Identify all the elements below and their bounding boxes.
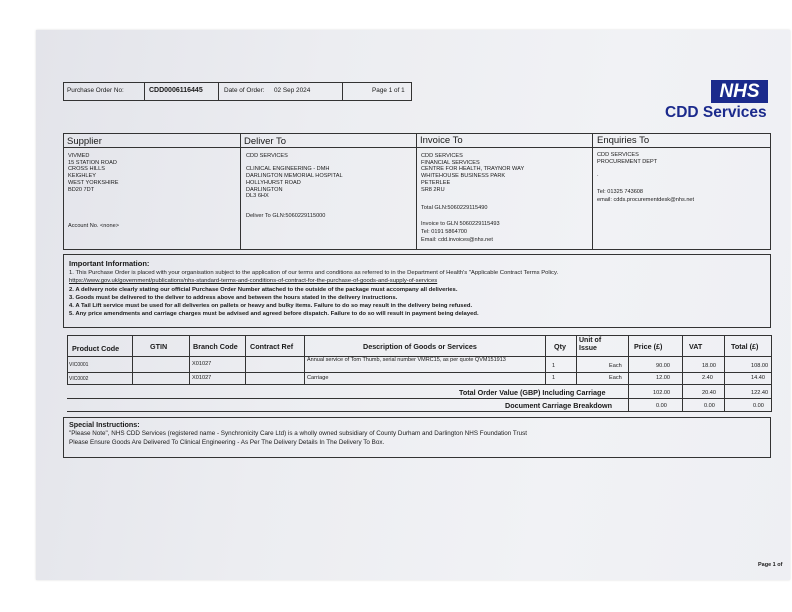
invoice-total-gln: Total GLN:5060229115490	[421, 205, 488, 211]
invoice-tel: Tel: 0191 5864700	[421, 229, 468, 235]
footer-page: Page 1 of	[758, 562, 783, 568]
invoice-address: CDD SERVICES FINANCIAL SERVICES CENTRE FOR HEALTH, TRAYNOR WAY WHITEHOUSE BUSINESS PARK PETERLEE SR8 2RU	[421, 153, 525, 193]
table-row: VIC0001 X01027 Annual service of Tom Thumb, serial number VMRC15, as per quote QVM151913 1 Each 90.00 18.00 108.00	[69, 357, 769, 369]
deliver-address: CDD SERVICES CLINICAL ENGINEERING - DMH DARLINGTON MEMORIAL HOSPITAL HOLLYHURST ROAD DARLINGTON DL3 6HX	[246, 153, 343, 200]
important-title: Important Information:	[69, 259, 150, 268]
col-description: Description of Goods or Services	[363, 342, 477, 351]
total-vat: 20.40	[702, 390, 716, 396]
supplier-title: Supplier	[67, 136, 102, 147]
total-amount: 122.40	[751, 390, 769, 396]
special-title: Special Instructions:	[69, 420, 140, 429]
invoice-to-gln: Invoice to GLN 5060229115493	[421, 221, 500, 227]
brand-name: CDD Services	[665, 104, 767, 121]
terms-link[interactable]: https://www.gov.uk/government/publications/nhs-standard-terms-and-conditions-of-contract-for-the-purchase-of-goods-and-supply-of-services	[69, 278, 438, 285]
total-price: 102.00	[653, 390, 671, 396]
page-label: Page 1 of 1	[372, 87, 405, 94]
col-total: Total (£)	[731, 342, 759, 351]
col-gtin: GTIN	[150, 342, 168, 351]
deliver-title: Deliver To	[244, 136, 287, 147]
total-order-label: Total Order Value (GBP) Including Carriage	[459, 388, 606, 397]
carriage-vat: 0.00	[704, 403, 715, 409]
table-row: VIC0002 X01027 Carriage 1 Each 12.00 2.40 14.40	[69, 375, 765, 382]
carriage-total: 0.00	[753, 403, 764, 409]
special-instructions-box	[63, 417, 771, 458]
parties-box	[63, 133, 771, 250]
col-price: Price (£)	[634, 342, 663, 351]
col-qty: Qty	[554, 342, 566, 351]
nhs-logo: NHS	[711, 80, 768, 103]
invoice-title: Invoice To	[420, 135, 463, 146]
supplier-account: Account No. <none>	[68, 223, 120, 229]
col-vat: VAT	[689, 342, 703, 351]
po-number-value: CDD0006116445	[149, 87, 203, 94]
po-number-label: Purchase Order No:	[67, 87, 124, 94]
supplier-address: VIVMED 15 STATION ROAD CROSS HILLS KEIGHLEY WEST YORKSHIRE BD20 7DT	[68, 153, 119, 193]
col-product-code: Product Code	[72, 344, 120, 353]
carriage-price: 0.00	[656, 403, 667, 409]
carriage-breakdown-label: Document Carriage Breakdown	[505, 401, 613, 410]
important-lines: 1. This Purchase Order is placed with your organisation subject to the application of our terms and conditions as referred to in the Department of Health's "Applicable Contract Terms Policy. https://www.gov.uk/government/publications/nhs-standard-terms-and-conditions-of-contract-for-the-purchase-of-goods-and-supply-of-services 2. A delivery note clearly stating our official Purchase Order Number attached to the outside of the package must accompany all deliveries. 3. Goods must be delivered to the deliver to address above and between the hours stated in the delivery instructions. 4. A Tail Lift service must be used for all deliveries on pallets or heavy and bulky items. Failure to do so may result in the delivery being refused. 5. Any price amendments and carriage charges must be advised and agreed before dispatch. Failure to do so will result in payment being delayed.	[69, 270, 559, 318]
col-contract-ref: Contract Ref	[250, 342, 294, 351]
special-line-1: "Please Note", NHS CDD Services (registered name - Synchronicity Care Ltd) is a wholly owned subsidiary of County Durham and Darlington NHS Foundation Trust	[69, 430, 528, 437]
date-value: 02 Sep 2024	[274, 87, 311, 94]
col-branch-code: Branch Code	[193, 342, 238, 351]
enquiries-tel: Tel: 01325 743608	[597, 189, 644, 195]
enquiries-address: CDD SERVICES PROCUREMENT DEPT .	[597, 152, 658, 179]
enquiries-title: Enquiries To	[597, 135, 650, 146]
enquiries-email[interactable]: email: cdds.procurementdesk@nhs.net	[597, 197, 695, 203]
col-unit-of-issue: Unit of Issue	[579, 337, 602, 352]
date-label: Date of Order:	[224, 87, 265, 94]
special-line-2: Please Ensure Goods Are Delivered To Clinical Engineering - As Per The Delivery Details In The Delivery To Box.	[69, 439, 385, 446]
goods-table	[67, 335, 772, 412]
deliver-gln: Deliver To GLN:5060229115000	[246, 213, 326, 219]
invoice-email[interactable]: Email: cdd.invoices@nhs.net	[421, 237, 493, 243]
